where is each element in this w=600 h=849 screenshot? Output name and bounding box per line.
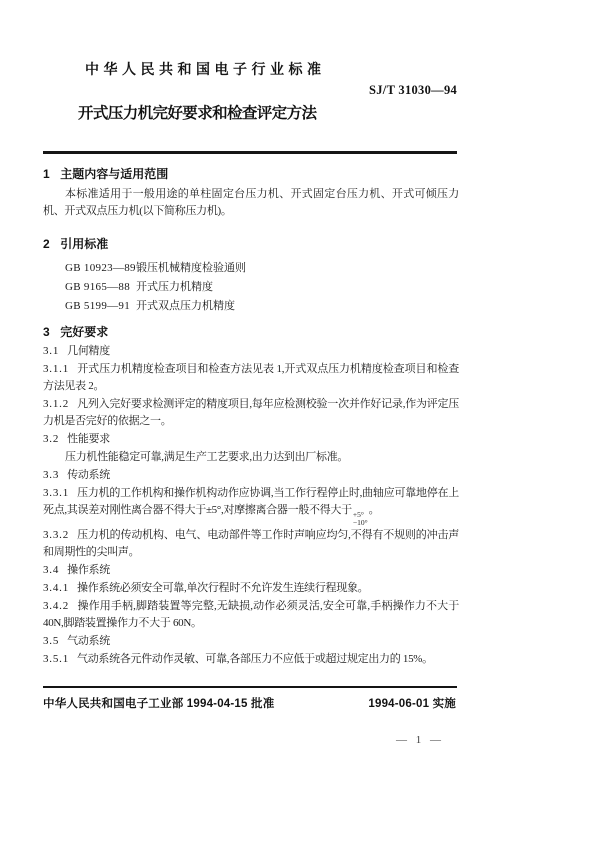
page-number: — 1 — [396, 734, 444, 746]
section-3-heading [43, 326, 459, 339]
clause-text: 压力机的工作机构和操作机构动作应协调,当工作行程停止时,曲轴应可靠地停在上死点,其误差对刚性离合器不得大于±5°,对摩擦离合器一般不得大于 [43, 487, 459, 516]
section-2-number: 2 [43, 237, 51, 251]
clause-text: 操作系统 [67, 564, 110, 576]
clause-text: 操作用手柄,脚踏装置等完整,无缺损,动作必须灵活,安全可靠,手柄操作力不大于 40N,脚踏装置操作力不大于 60N。 [43, 600, 459, 629]
footer-rule [43, 686, 457, 688]
tolerance-lower: −10° [352, 517, 368, 527]
approval-footer [43, 695, 457, 711]
clause-number: 3.3 [43, 469, 60, 481]
standard-org-line: 中华人民共和国电子行业标准 [85, 61, 326, 77]
standard-number: SJ/T 31030—94 [369, 83, 458, 97]
clause-3-4-2 [43, 598, 459, 632]
clause-number: 3.3.2 [43, 529, 69, 541]
list-item [65, 278, 459, 297]
clause-3-1-1 [43, 361, 459, 395]
list-item [65, 259, 459, 278]
clause-3-2 [43, 431, 459, 448]
clause-text: 凡列入完好要求检测评定的精度项目,每年应检测校验一次并作好记录,作为评定压力机是否完好的依据之一。 [43, 398, 459, 427]
clause-text: 压力机的传动机构、电气、电动部件等工作时声响应均匀,不得有不规则的冲击声和周期性的尖叫声。 [43, 529, 459, 558]
clause-3-2-paragraph: 压力机性能稳定可靠,满足生产工艺要求,出力达到出厂标准。 [65, 451, 349, 463]
ref-standard-name: 开式压力机精度 [136, 281, 213, 293]
clause-3-3-1 [43, 485, 459, 526]
tolerance-stack [353, 511, 368, 526]
clause-text: 几何精度 [67, 345, 110, 357]
section-3-title: 完好要求 [60, 325, 109, 339]
clause-text: 传动系统 [67, 469, 110, 481]
ref-standard-name: 开式双点压力机精度 [136, 300, 235, 312]
clause-number: 3.2 [43, 433, 60, 445]
clause-3-4-1 [43, 580, 459, 597]
section-2-heading [43, 238, 459, 251]
section-2-title: 引用标准 [60, 237, 109, 251]
section-1-paragraph: 本标准适用于一般用途的单柱固定台压力机、开式固定台压力机、开式可倾压力机、开式双点压力机(以下简称压力机)。 [43, 188, 459, 217]
clause-number: 3.1.2 [43, 398, 69, 410]
approval-statement: 中华人民共和国电子工业部 1994-04-15 批准 [43, 698, 275, 710]
ref-standard-name: 锻压机械精度检验通则 [136, 262, 246, 274]
section-1-heading [43, 168, 459, 181]
clause-text: 操作系统必须安全可靠,单次行程时不允许发生连续行程现象。 [77, 582, 369, 594]
clause-number: 3.1.1 [43, 363, 69, 375]
referenced-standards-list [43, 259, 459, 316]
header-rule [43, 151, 457, 154]
section-3-clauses [43, 343, 459, 668]
clause-number: 3.4.1 [43, 582, 69, 594]
clause-3-3-2 [43, 527, 459, 561]
implementation-date: 1994-06-01 实施 [368, 698, 456, 710]
clause-3-3 [43, 467, 459, 484]
section-1-number: 1 [43, 167, 51, 181]
tolerance-upper: +5° [352, 510, 364, 519]
ref-standard-code: GB 5199—91 [65, 300, 131, 312]
section-3-number: 3 [43, 325, 51, 339]
clause-number: 3.5.1 [43, 653, 69, 665]
document-body [43, 155, 459, 669]
list-item [65, 297, 459, 316]
clause-number: 3.4.2 [43, 600, 69, 612]
ref-standard-code: GB 10923—89 [65, 262, 136, 274]
clause-3-5-1 [43, 651, 459, 668]
clause-3-1 [43, 343, 459, 360]
clause-3-5 [43, 633, 459, 650]
clause-text-after: 。 [368, 504, 380, 516]
clause-3-4 [43, 562, 459, 579]
clause-text: 开式压力机精度检查项目和检查方法见表 1,开式双点压力机精度检查项目和检查方法见表 2。 [43, 363, 459, 392]
clause-number: 3.5 [43, 635, 60, 647]
clause-3-1-2 [43, 396, 459, 430]
clause-text: 气动系统各元件动作灵敏、可靠,各部压力不应低于或超过规定出力的 15%。 [77, 653, 433, 665]
clause-number: 3.4 [43, 564, 60, 576]
clause-number: 3.1 [43, 345, 60, 357]
document-title: 开式压力机完好要求和检查评定方法 [78, 105, 317, 122]
ref-standard-code: GB 9165—88 [65, 281, 131, 293]
section-1-title: 主题内容与适用范围 [60, 167, 169, 181]
clause-number: 3.3.1 [43, 487, 69, 499]
clause-text: 气动系统 [67, 635, 110, 647]
clause-text: 性能要求 [67, 433, 110, 445]
